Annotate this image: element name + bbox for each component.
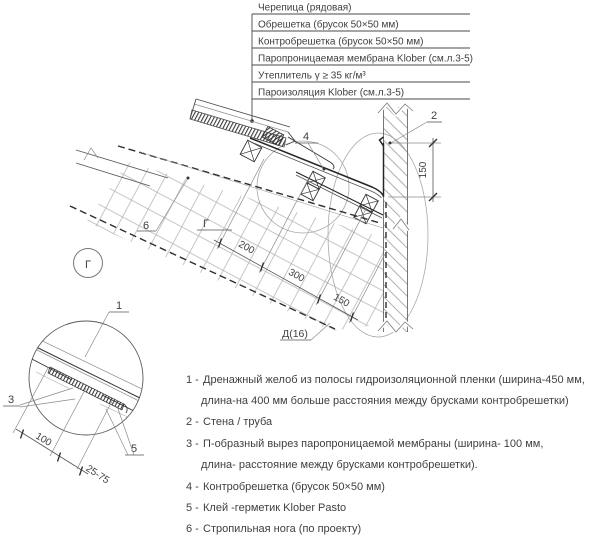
layer-label-membrane: Паропроницаемая мембрана Klober (см.л.3-5) <box>258 53 473 65</box>
dim-150-wall: 150 <box>418 161 429 179</box>
layer-label-insulation: Утеплитель γ ≥ 35 кг/м³ <box>258 70 366 82</box>
flashing-hook <box>380 137 384 146</box>
dim-200: 200 <box>236 238 257 257</box>
legend-text: Дренажный желоб из полосы гидроизоляционной пленки (ширина-450 мм, <box>203 374 585 386</box>
callout-membrane-cutout <box>3 388 75 407</box>
legend-item-6 <box>186 523 361 535</box>
legend <box>186 374 585 535</box>
callout-1-label: 1 <box>115 300 123 312</box>
membrane-right-of-cutout <box>102 395 140 414</box>
legend-text: Контробрешетка (брусок 50×50 мм) <box>203 481 385 493</box>
legend-text: длина- расстояние между брусками контробрешетки). <box>201 459 478 471</box>
legend-item-2 <box>186 416 273 428</box>
callout-3-label: 3 <box>7 394 15 406</box>
detail-g <box>3 249 144 487</box>
legend-marker: 3 - <box>186 438 199 450</box>
bubble-g-label: Г <box>85 259 91 271</box>
detail-d16-label: Д(16) <box>282 328 308 340</box>
layer-label-tiles: Черепица (рядовая) <box>258 2 352 14</box>
legend-marker: 2 - <box>186 416 199 428</box>
batten-box <box>240 140 262 162</box>
layer-label-vapor-barrier: Пароизоляция Klober (см.л.3-5) <box>258 87 405 99</box>
legend-text: длина-на 400 мм больше расстояния между брусками контробрешетки) <box>201 395 569 407</box>
tile-band <box>190 99 295 147</box>
dim-25-75: 25-75 <box>83 463 112 487</box>
legend-text: Клей -герметик Klober Pasto <box>203 502 347 514</box>
dim-300: 300 <box>286 266 307 285</box>
layer-label-battens: Обрешетка (брусок 50×50 мм) <box>258 19 399 31</box>
legend-item-5 <box>186 502 346 514</box>
section-g-label: Г <box>203 218 209 230</box>
detail-dimensions <box>13 368 112 487</box>
legend-text: П-образный вырез паропроницаемой мембраны (ширина- 100 мм, <box>203 438 544 450</box>
dim-100: 100 <box>33 430 54 449</box>
legend-text: Стена / труба <box>203 416 273 428</box>
callout-glue <box>106 406 144 455</box>
callout-drain-gutter <box>85 300 129 357</box>
main-section <box>70 99 442 340</box>
legend-marker: 1 - <box>186 374 199 386</box>
legend-marker: 6 - <box>186 523 199 535</box>
callout-5-label: 5 <box>130 443 138 455</box>
legend-text: Стропильная нога (по проекту) <box>203 523 362 535</box>
detail-circle <box>29 321 143 435</box>
detail-content <box>28 334 144 421</box>
detail-bubble-g <box>74 249 103 278</box>
layer-label-counter-battens: Контробрешетка (брусок 50×50 мм) <box>258 36 424 48</box>
wall-flashing <box>380 137 384 197</box>
callout-4-label: 4 <box>302 131 310 143</box>
legend-item-3 <box>186 438 543 471</box>
legend-item-4 <box>186 481 385 493</box>
callout-6-label: 6 <box>142 220 150 232</box>
layers-table <box>250 3 473 123</box>
legend-marker: 5 - <box>186 502 199 514</box>
legend-item-1 <box>186 374 585 407</box>
dim-150-slope: 150 <box>331 291 352 310</box>
callout-2-label: 2 <box>430 110 438 122</box>
rafter-break-icon <box>84 148 98 160</box>
legend-marker: 4 - <box>186 481 199 493</box>
